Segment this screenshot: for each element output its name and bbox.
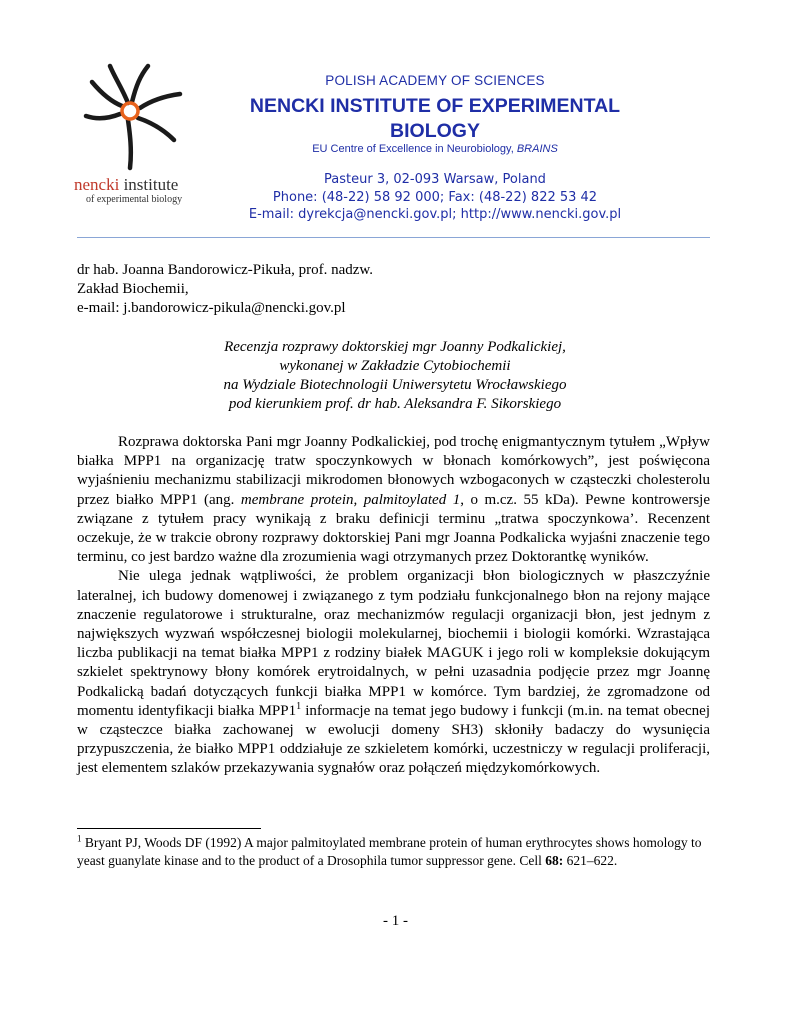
footnote-reference[interactable]: 1	[296, 700, 302, 712]
header-divider	[77, 237, 710, 238]
sender-block	[77, 261, 373, 318]
review-body	[77, 433, 710, 779]
footnote-separator	[77, 828, 261, 829]
paragraph-1-emphasis: membrane protein, palmitoylated 1	[240, 491, 461, 508]
footnote-volume: 68:	[545, 852, 564, 868]
phone-fax: Phone: (48-22) 58 92 000; Fax: (48-22) 822 53 42	[272, 189, 598, 205]
institute-name-line2: BIOLOGY	[390, 120, 480, 142]
neuron-logo-icon	[70, 58, 210, 178]
sender-email: e-mail: j.bandorowicz-pikula@nencki.gov.pl	[77, 300, 346, 316]
centre-prefix: EU Centre of Excellence in Neurobiology,	[312, 143, 517, 155]
address: Pasteur 3, 02-093 Warsaw, Poland	[324, 172, 546, 187]
paragraph-2-text-a: Nie ulega jednak wątpliwości, że problem organizacji błon biologicznych w płaszczyźnie lateralnej, ich budowy domenowej i związanego z tym podziału funkcjonalnego błon na rejony mające znaczenie regulatorowe i strukturalne, oraz mechanizmów regulacji organizacji błon, jest jednym z największych wyzwań współczesnej biologii molekularnej, biochemii i biologii komórki. Wzrastająca liczba publikacji na temat białka MPP1 z rodziny białek MAGUK i jego roli w kompleksie dokującym szkielet spektrynowy błony komórek erytroidalnych, w pełni uzasadnia podjęcie przez mgr Joannę Podkalicką badań dotyczących funkcji białka MPP1 w komórce. Tym bardziej, że zgromadzone od momentu identyfikacji białka MPP1	[77, 568, 710, 719]
paragraph-2	[77, 567, 710, 778]
paragraph-1-text-b: , o m.cz. 55 kDa). Pewne kontrowersje związane z tytułem pracy wynikają z braku definicji terminu „tratwa spoczynkowa’. Recenzent oczekuje, że w trakcie obrony rozprawy doktorskiej Pani mgr Joanna Podkalicka wyjaśni znaczenie tego terminu, co jest bardzo ważne dla zrozumienia wagi otrzymanych przez Doktorantkę wyników.	[77, 491, 710, 566]
footnote-text: Bryant PJ, Woods DF (1992) A major palmitoylated membrane protein of human erythrocytes shows homology to yeast guanylate kinase and to the product of a Drosophila tumor suppressor gene. Cell	[77, 835, 702, 868]
contact-block	[200, 171, 670, 224]
logo-word-nencki: nencki	[74, 175, 120, 194]
footnote-mark: 1	[77, 833, 82, 844]
centre-of-excellence	[215, 143, 655, 155]
sender-name: dr hab. Joanna Bandorowicz-Pikuła, prof. nadzw.	[77, 262, 374, 278]
logo-subline: of experimental biology	[86, 194, 183, 205]
sender-department: Zakład Biochemii,	[77, 281, 189, 297]
page-number: - 1 -	[383, 913, 408, 929]
footnote-pages: 621–622.	[563, 852, 618, 868]
centre-brains: BRAINS	[516, 143, 558, 155]
paragraph-1-text-a: Rozprawa doktorska Pani mgr Joanny Podkalickiej, pod trochę enigmantycznym tytułem „Wpływ białka MPP1 na organizację tratw spoczynkowych w błonach komórkowych”, jest poświęcona wyjaśnieniu mechanizmu stabilizacji mikrodomen błonowych wzbogaconych w cząsteczki cholesterolu przez białko MPP1 (ang.	[77, 434, 710, 508]
institute-name	[215, 94, 655, 144]
academy-name: POLISH ACADEMY OF SCIENCES	[325, 73, 545, 88]
review-title-line3: na Wydziale Biotechnologii Uniwersytetu Wrocławskiego	[223, 377, 567, 393]
email-web: E-mail: dyrekcja@nencki.gov.pl; http://www.nencki.gov.pl	[248, 207, 622, 222]
review-title-line2: wykonanej w Zakładzie Cytobiochemii	[279, 358, 511, 374]
logo-word-institute: institute	[119, 175, 179, 194]
footnote	[77, 834, 710, 870]
review-title-line1: Recenzja rozprawy doktorskiej mgr Joanny Podkalickiej,	[224, 339, 566, 355]
paragraph-2-text-b: informacje na temat jego budowy i funkcji (m.in. na temat obecnej w cząsteczce białka zachowanej w ewolucji domeny SH3) skłoniły badaczy do wysunięcia przypuszczenia, że białko MPP1 oddziałuje ze szkieletem komórki, uczestniczy w regulacji proliferacji, jest elementem szlaków przekazywania sygnałów oraz połączeń międzykomórkowych.	[77, 702, 711, 777]
paragraph-1	[77, 433, 710, 567]
logo-wordmark	[74, 176, 214, 206]
review-title	[100, 338, 690, 414]
review-title-line4: pod kierunkiem prof. dr hab. Aleksandra F. Sikorskiego	[228, 396, 562, 412]
institute-name-line1: NENCKI INSTITUTE OF EXPERIMENTAL	[249, 95, 621, 117]
